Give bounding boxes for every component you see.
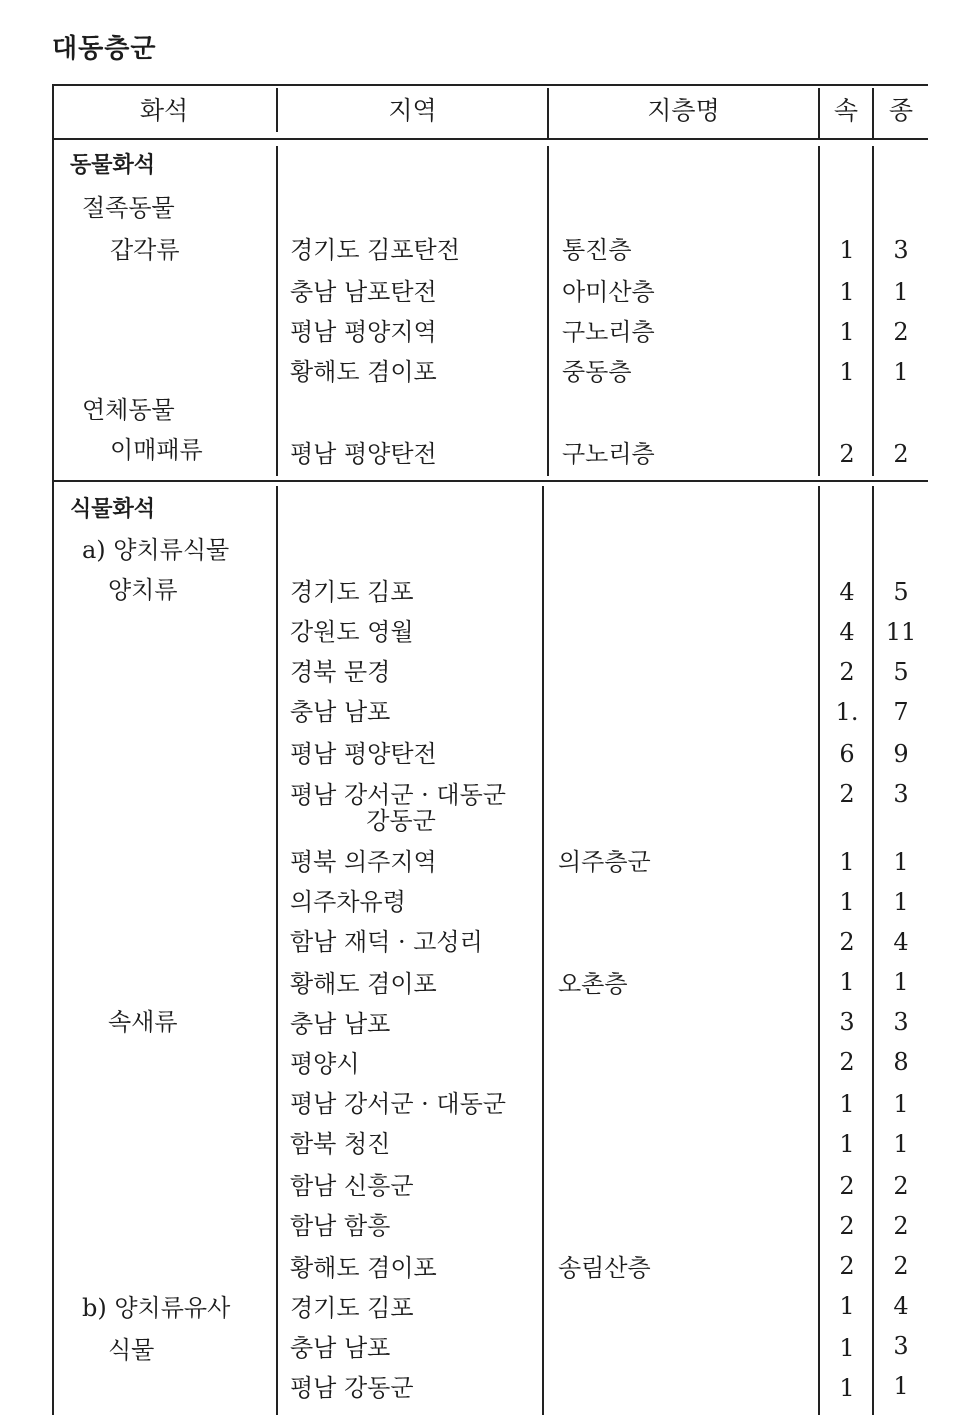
- formation-cell: 구노리층: [562, 440, 655, 468]
- header-bottom-rule: [52, 138, 928, 140]
- region-cell: 강원도 영월: [290, 618, 414, 646]
- genus-count: 1: [839, 1374, 855, 1402]
- region-cell: 충남 남포: [290, 698, 391, 726]
- species-count: 1: [893, 888, 909, 916]
- region-cell: 황해도 겸이포: [290, 1254, 437, 1282]
- fossil-table: [52, 84, 928, 1415]
- species-count: 5: [893, 658, 909, 686]
- col-sep-formation: [547, 146, 549, 476]
- genus-count: 1: [839, 278, 855, 306]
- species-count: 2: [893, 1252, 909, 1280]
- fossil-category-continued: 식물: [108, 1336, 155, 1364]
- formation-cell: 구노리층: [562, 318, 655, 346]
- genus-count: 1: [839, 358, 855, 386]
- region-cell: 황해도 겸이포: [290, 358, 437, 386]
- genus-count: 2: [839, 1048, 855, 1076]
- region-cell: 평남 강서군 · 대동군: [290, 1090, 506, 1118]
- species-count: 2: [893, 440, 909, 468]
- region-cell: 의주차유령: [290, 888, 406, 916]
- species-count: 7: [893, 698, 909, 726]
- section-divider-rule: [52, 480, 928, 482]
- genus-count: 2: [839, 928, 855, 956]
- species-count: 1: [893, 1372, 909, 1400]
- formation-cell: 아미산층: [562, 278, 655, 306]
- species-count: 3: [893, 780, 909, 808]
- region-cell: 함남 함흥: [290, 1212, 391, 1240]
- fossil-group: 속새류: [108, 1008, 178, 1036]
- region-cell: 충남 남포탄전: [290, 278, 437, 306]
- fossil-category: a) 양치류식물: [82, 536, 230, 564]
- region-cell: 경기도 김포: [290, 578, 414, 606]
- region-cell: 평남 강동군: [290, 1374, 414, 1402]
- genus-count: 1: [839, 1130, 855, 1158]
- genus-count: 1: [839, 318, 855, 346]
- genus-count: 1: [839, 1334, 855, 1362]
- header-genus: 속: [833, 96, 859, 125]
- formation-cell: 통진층: [562, 236, 632, 264]
- genus-count: 1: [839, 848, 855, 876]
- region-cell: 경기도 김포: [290, 1294, 414, 1322]
- table-top-rule: [52, 84, 928, 86]
- genus-count: 2: [839, 1172, 855, 1200]
- species-count: 2: [893, 318, 909, 346]
- genus-count: 1.: [835, 698, 859, 726]
- region-cell: 평남 강서군 · 대동군 강동군: [290, 781, 506, 835]
- species-count: 8: [893, 1048, 909, 1076]
- species-count: 1: [893, 848, 909, 876]
- header-fossil: 화석: [139, 96, 189, 125]
- region-cell: 충남 남포: [290, 1334, 391, 1362]
- region-cell: 함북 청진: [290, 1130, 391, 1158]
- formation-cell: 의주층군: [558, 848, 651, 876]
- col-sep-region: [276, 486, 278, 1415]
- col-sep-region: [276, 146, 278, 476]
- header-formation: 지층명: [647, 96, 720, 125]
- genus-count: 2: [839, 1252, 855, 1280]
- region-cell: 충남 남포: [290, 1010, 391, 1038]
- fossil-group: 갑각류: [110, 236, 180, 264]
- section-heading: 동물화석: [70, 153, 156, 178]
- fossil-category: b) 양치류유사: [82, 1294, 231, 1322]
- genus-count: 2: [839, 780, 855, 808]
- region-cell: 함남 신흥군: [290, 1172, 414, 1200]
- fossil-category: 절족동물: [82, 194, 175, 222]
- formation-cell: 오촌층: [558, 970, 628, 998]
- genus-count: 3: [839, 1008, 855, 1036]
- header-species: 종: [888, 96, 914, 125]
- species-count: 1: [893, 278, 909, 306]
- fossil-category: 연체동물: [82, 396, 175, 424]
- region-cell: 경기도 김포탄전: [290, 236, 460, 264]
- formation-cell: 송림산층: [558, 1254, 651, 1282]
- species-count: 1: [893, 1090, 909, 1118]
- genus-count: 1: [839, 968, 855, 996]
- region-cell: 경북 문경: [290, 658, 391, 686]
- species-count: 4: [893, 928, 909, 956]
- region-cell: 황해도 겸이포: [290, 970, 437, 998]
- species-count: 3: [893, 1008, 909, 1036]
- species-count: 2: [893, 1172, 909, 1200]
- genus-count: 4: [839, 578, 855, 606]
- document-title: 대동층군: [52, 34, 157, 64]
- fossil-group: 이매패류: [110, 436, 203, 464]
- species-count: 9: [893, 740, 909, 768]
- region-cell: 평남 평양탄전: [290, 740, 437, 768]
- species-count: 11: [885, 618, 917, 646]
- species-count: 1: [893, 1130, 909, 1158]
- species-count: 3: [893, 236, 909, 264]
- region-cell: 평북 의주지역: [290, 848, 437, 876]
- genus-count: 1: [839, 236, 855, 264]
- species-count: 4: [893, 1292, 909, 1320]
- col-sep-formation: [542, 486, 544, 1415]
- section-heading: 식물화석: [70, 497, 156, 522]
- table-left-border: [52, 84, 54, 1415]
- species-count: 2: [893, 1212, 909, 1240]
- formation-cell: 중동층: [562, 358, 632, 386]
- genus-count: 2: [839, 658, 855, 686]
- species-count: 1: [893, 968, 909, 996]
- genus-count: 1: [839, 1090, 855, 1118]
- genus-count: 6: [839, 740, 855, 768]
- header-region: 지역: [388, 96, 437, 125]
- region-cell: 함남 재덕 · 고성리: [290, 928, 483, 956]
- region-cell: 평남 평양지역: [290, 318, 437, 346]
- region-cell: 평양시: [290, 1050, 360, 1078]
- region-cell: 평남 평양탄전: [290, 440, 437, 468]
- genus-count: 2: [839, 1212, 855, 1240]
- genus-count: 2: [839, 440, 855, 468]
- species-count: 1: [893, 358, 909, 386]
- genus-count: 1: [839, 1292, 855, 1320]
- species-count: 5: [893, 578, 909, 606]
- fossil-group: 양치류: [108, 576, 178, 604]
- genus-count: 4: [839, 618, 855, 646]
- genus-count: 1: [839, 888, 855, 916]
- species-count: 3: [893, 1332, 909, 1360]
